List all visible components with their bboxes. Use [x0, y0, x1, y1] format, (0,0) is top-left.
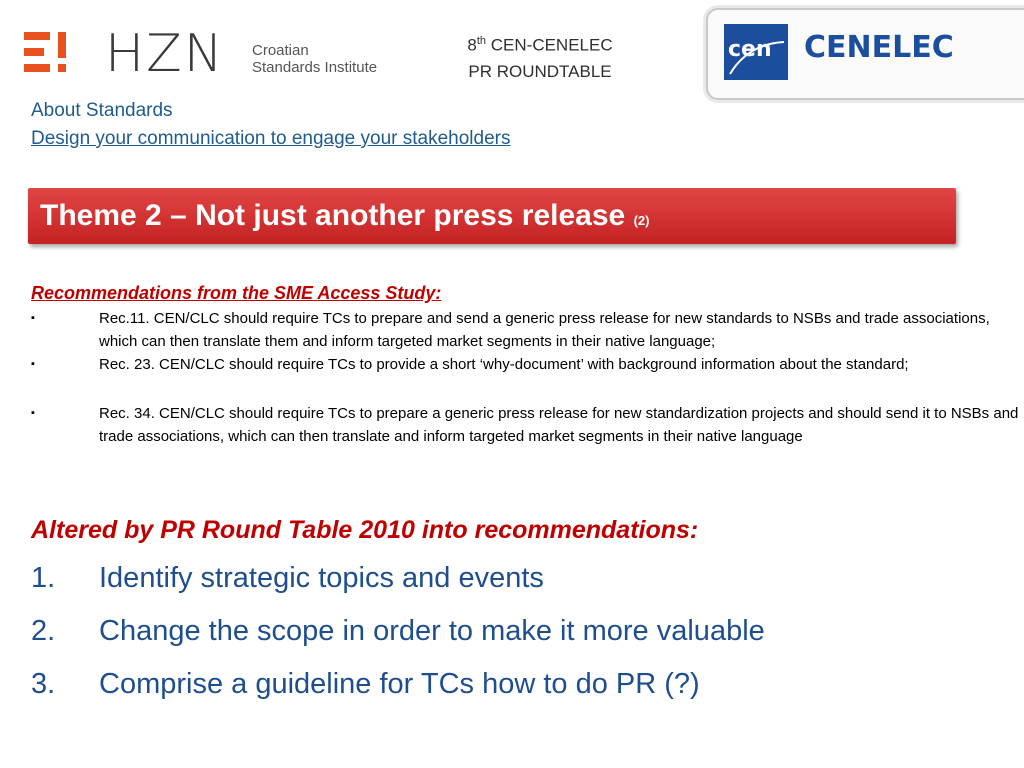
section-subtitle-link[interactable]: Design your communication to engage your stakeholders: [31, 128, 511, 149]
recommendations-heading: Recommendations from the SME Access Study:: [31, 283, 442, 303]
recommendation-item: [31, 402, 1021, 448]
event-ordinal-suffix: th: [476, 35, 487, 47]
event-ordinal: 8: [467, 35, 477, 55]
theme-title-suffix: (2): [633, 213, 650, 228]
cenelec-logo-text: CENELEC: [804, 30, 954, 65]
bullet-icon: ▪: [31, 358, 35, 370]
org-name-line2: Standards Institute: [252, 59, 378, 76]
cen-logo-text: cen: [728, 37, 772, 62]
numbered-item: [31, 613, 765, 649]
altered-heading: Altered by PR Round Table 2010 into recommendations:: [31, 516, 699, 544]
event-title: [440, 28, 640, 85]
numbered-item: [31, 560, 544, 596]
bullet-icon: ▪: [31, 312, 35, 324]
item-text: Identify strategic topics and events: [99, 562, 544, 594]
item-text: Comprise a guideline for TCs how to do PR (?): [99, 668, 700, 700]
hzn-logo-icon: [24, 30, 72, 76]
numbered-item: [31, 666, 700, 702]
item-number: 1.: [31, 562, 56, 594]
recommendation-text: Rec. 34. CEN/CLC should require TCs to prepare a generic press release for new standardization projects and should send it to NSBs and trade associations, which can then translate and inform targeted market segments in their native language: [99, 405, 1019, 445]
event-subtitle: PR ROUNDTABLE: [468, 61, 612, 81]
item-number: 2.: [31, 615, 56, 647]
recommendation-text: Rec. 23. CEN/CLC should require TCs to provide a short ‘why-document’ with background information about the standard;: [99, 356, 909, 373]
recommendation-item: [31, 353, 1021, 376]
theme-title-text: Theme 2 – Not just another press release: [40, 199, 626, 232]
item-number: 3.: [31, 668, 56, 700]
org-name-line1: Croatian: [252, 42, 309, 59]
theme-banner-title: [40, 198, 649, 239]
recommendation-text: Rec.11. CEN/CLC should require TCs to prepare and send a generic press release for new standards to NSBs and trade associations, which can then translate them and inform targeted market segments in their native language;: [99, 310, 990, 350]
cen-logo-icon: [724, 24, 788, 80]
bullet-icon: ▪: [31, 407, 35, 419]
recommendation-item: [31, 307, 1021, 353]
org-name: [252, 42, 377, 76]
hzn-logo-text: HZN: [105, 24, 225, 84]
section-title: About Standards: [31, 100, 173, 121]
event-name: CEN-CENELEC: [490, 35, 613, 55]
item-text: Change the scope in order to make it more valuable: [99, 615, 765, 647]
